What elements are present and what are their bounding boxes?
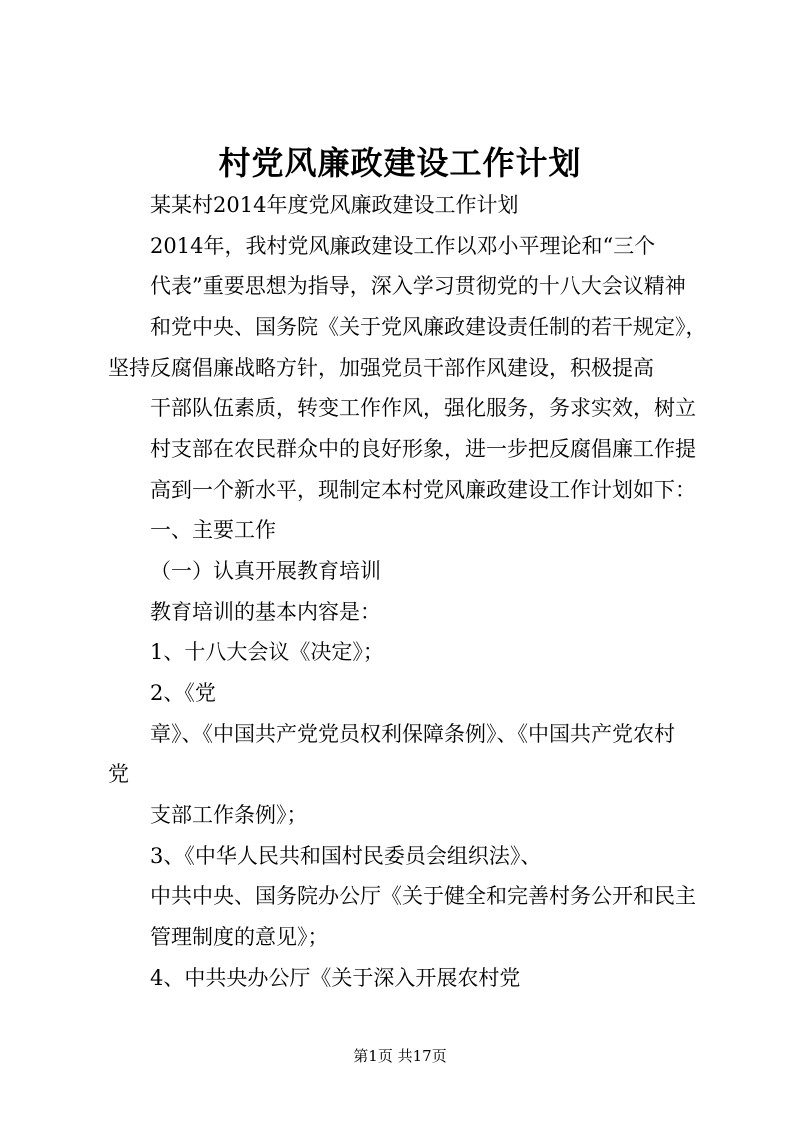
text-line: 党: [108, 762, 129, 786]
text-line: 管理制度的意见》；: [150, 925, 329, 949]
section-heading: 一、主要工作: [150, 518, 276, 542]
text-line: 教育培训的基本内容是：: [150, 600, 381, 624]
page-footer: 第1页 共17页: [353, 1047, 447, 1065]
text-line: 和党中央、国务院《关于党风廉政建设责任制的若干规定》，: [150, 315, 707, 339]
text-line: 2014年，我村党风廉政建设工作以邓小平理论和“三个: [150, 234, 656, 258]
document-title: 村党风廉政建设工作计划: [218, 144, 582, 182]
text-line: 章》、《中国共产党党员权利保障条例》、《中国共产党农村: [150, 722, 675, 746]
text-line: 中共中央、国务院办公厅《关于健全和完善村务公开和民主: [150, 884, 696, 908]
text-line: 干部队伍素质，转变工作作风，强化服务，务求实效，树立: [150, 396, 696, 420]
subsection-heading: （一）认真开展教育培训: [150, 559, 381, 583]
text-line: 坚持反腐倡廉战略方针，加强党员干部作风建设，积极提高: [108, 356, 654, 380]
text-line: 代表”重要思想为指导，深入学习贯彻党的十八大会议精神: [150, 274, 686, 298]
list-item: 3、《中华人民共和国村民委员会组织法》、: [150, 844, 542, 868]
list-item: 2、《党: [150, 681, 216, 705]
text-line: 支部工作条例》；: [150, 803, 308, 827]
text-line: 某某村2014年度党风廉政建设工作计划: [150, 193, 519, 217]
list-item: 1、十八大会议《决定》；: [150, 640, 384, 664]
text-line: 高到一个新水平，现制定本村党风廉政建设工作计划如下：: [150, 478, 696, 502]
text-line: 村支部在农民群众中的良好形象，进一步把反腐倡廉工作提: [150, 437, 696, 461]
list-item: 4、中共央办公厅《关于深入开展农村党: [150, 966, 521, 990]
